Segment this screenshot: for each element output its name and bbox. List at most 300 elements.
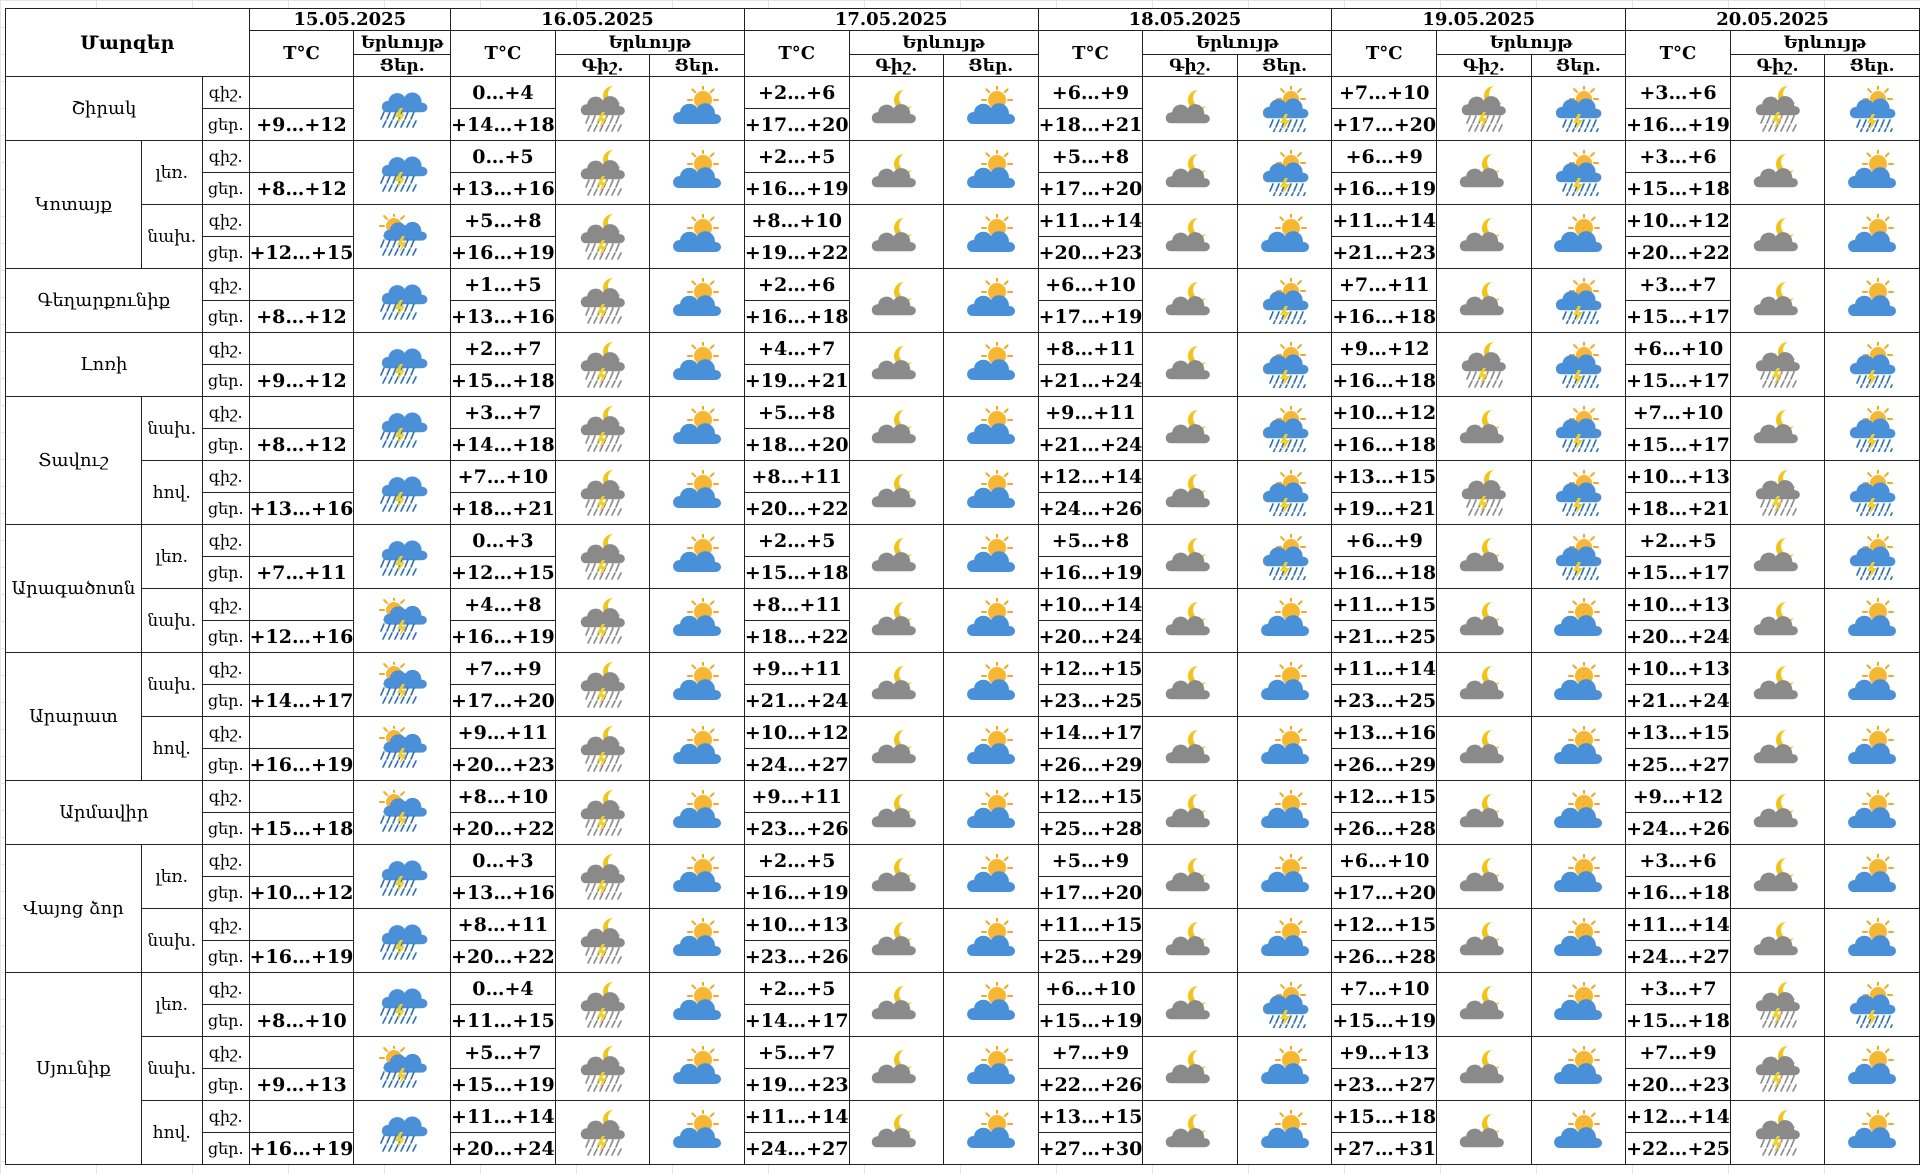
sun-cloud-icon: [1825, 1037, 1920, 1101]
time-day-label: ցեր.: [202, 493, 249, 525]
sun-cloud-icon: [1531, 845, 1626, 909]
storm-cloud-moon-icon: [555, 1037, 650, 1101]
storm-cloud-moon-icon: [1730, 1101, 1825, 1165]
day-temp: +16…+19: [249, 1133, 354, 1165]
night-temp: +11…+15: [1038, 909, 1143, 941]
night-temp: [249, 909, 354, 941]
day-temp: +23…+25: [1038, 685, 1143, 717]
day-temp: +23…+26: [744, 813, 849, 845]
night-temp: +10…+13: [1626, 653, 1731, 685]
day-temp: +14…+18: [451, 429, 556, 461]
time-day-label: ցեր.: [202, 173, 249, 205]
night-temp: +9…+11: [1038, 397, 1143, 429]
date-header: 20.05.2025: [1626, 9, 1920, 31]
sun-cloud-icon: [944, 909, 1039, 973]
sun-cloud-icon: [1531, 653, 1626, 717]
day-temp: +14…+17: [249, 685, 354, 717]
zone-label: նախ.: [141, 397, 202, 461]
day-temp: +16…+19: [451, 237, 556, 269]
day-temp: +21…+24: [1038, 429, 1143, 461]
day-temp: +24…+26: [1038, 493, 1143, 525]
temp-header: T°C: [744, 31, 849, 77]
day-temp: +20…+24: [1038, 621, 1143, 653]
night-temp: +5…+7: [451, 1037, 556, 1069]
night-subheader: Գիշ.: [1730, 55, 1825, 77]
sun-rain-cloud-icon: [354, 1037, 451, 1101]
sun-rain-cloud-icon: [354, 781, 451, 845]
day-temp: +17…+20: [1332, 877, 1437, 909]
day-temp: +15…+18: [744, 557, 849, 589]
storm-sun-cloud-icon: [1531, 269, 1626, 333]
cloud-moon-icon: [1143, 77, 1238, 141]
zone-label: լեռ.: [141, 525, 202, 589]
time-day-label: ցեր.: [202, 813, 249, 845]
storm-sun-cloud-icon: [1531, 397, 1626, 461]
sun-cloud-icon: [650, 333, 745, 397]
cloud-moon-icon: [1437, 1037, 1532, 1101]
storm-cloud-moon-icon: [1730, 973, 1825, 1037]
sun-cloud-icon: [650, 1037, 745, 1101]
storm-sun-cloud-icon: [1237, 461, 1332, 525]
day-temp: +15…+18: [451, 365, 556, 397]
time-night-label: գիշ.: [202, 1101, 249, 1133]
zone-label: լեռ.: [141, 845, 202, 909]
night-temp: +9…+13: [1332, 1037, 1437, 1069]
storm-cloud-moon-icon: [555, 845, 650, 909]
zone-label: հով.: [141, 1101, 202, 1165]
night-temp: +2…+5: [744, 525, 849, 557]
cloud-moon-icon: [1143, 397, 1238, 461]
cloud-moon-icon: [849, 461, 944, 525]
cloud-moon-icon: [849, 717, 944, 781]
cloud-moon-icon: [1730, 845, 1825, 909]
temp-header: T°C: [1626, 31, 1731, 77]
storm-cloud-moon-icon: [555, 141, 650, 205]
day-temp: +16…+18: [744, 301, 849, 333]
day-temp: +14…+17: [744, 1005, 849, 1037]
day-temp: +13…+16: [451, 173, 556, 205]
sun-cloud-icon: [1237, 781, 1332, 845]
cloud-moon-icon: [1437, 525, 1532, 589]
night-temp: +8…+11: [1038, 333, 1143, 365]
night-temp: +12…+15: [1332, 909, 1437, 941]
day-temp: +8…+12: [249, 429, 354, 461]
day-temp: +16…+19: [744, 877, 849, 909]
night-temp: +15…+18: [1332, 1101, 1437, 1133]
night-temp: [249, 141, 354, 173]
cloud-moon-icon: [849, 781, 944, 845]
night-temp: +9…+12: [1626, 781, 1731, 813]
cloud-moon-icon: [1143, 781, 1238, 845]
night-temp: +11…+14: [1626, 909, 1731, 941]
sun-cloud-icon: [1237, 845, 1332, 909]
day-temp: +16…+19: [451, 621, 556, 653]
night-temp: +7…+11: [1332, 269, 1437, 301]
storm-cloud-moon-icon: [1730, 1037, 1825, 1101]
cloud-moon-icon: [1143, 1037, 1238, 1101]
day-subheader: Ցեր.: [1825, 55, 1920, 77]
cloud-moon-icon: [849, 333, 944, 397]
night-temp: +10…+14: [1038, 589, 1143, 621]
day-temp: +20…+23: [1038, 237, 1143, 269]
cloud-moon-icon: [1437, 269, 1532, 333]
time-night-label: գիշ.: [202, 973, 249, 1005]
cloud-moon-icon: [1730, 909, 1825, 973]
cloud-moon-icon: [1730, 653, 1825, 717]
day-temp: +25…+28: [1038, 813, 1143, 845]
night-temp: [249, 1101, 354, 1133]
sun-cloud-icon: [650, 909, 745, 973]
cloud-moon-icon: [849, 845, 944, 909]
sun-cloud-icon: [650, 973, 745, 1037]
day-temp: +20…+22: [451, 941, 556, 973]
sun-cloud-icon: [944, 461, 1039, 525]
day-temp: +16…+18: [1332, 557, 1437, 589]
sun-cloud-icon: [944, 781, 1039, 845]
night-temp: 0…+4: [451, 973, 556, 1005]
night-temp: +3…+7: [451, 397, 556, 429]
day-temp: +19…+23: [744, 1069, 849, 1101]
day-temp: +9…+12: [249, 109, 354, 141]
table-row: [6, 333, 1920, 365]
time-day-label: ցեր.: [202, 621, 249, 653]
night-temp: +13…+16: [1332, 717, 1437, 749]
cloud-moon-icon: [1730, 525, 1825, 589]
rain-cloud-icon: [354, 973, 451, 1037]
cloud-moon-icon: [1437, 205, 1532, 269]
day-temp: +20…+23: [1626, 1069, 1731, 1101]
cloud-moon-icon: [1437, 653, 1532, 717]
storm-cloud-moon-icon: [555, 205, 650, 269]
sun-cloud-icon: [944, 589, 1039, 653]
night-temp: +7…+9: [451, 653, 556, 685]
day-temp: +22…+26: [1038, 1069, 1143, 1101]
night-temp: +8…+11: [451, 909, 556, 941]
table-row: [6, 397, 1920, 429]
time-day-label: ցեր.: [202, 1133, 249, 1165]
sun-cloud-icon: [1825, 141, 1920, 205]
day-temp: +9…+12: [249, 365, 354, 397]
time-night-label: գիշ.: [202, 141, 249, 173]
sun-cloud-icon: [1531, 205, 1626, 269]
day-temp: +21…+24: [1626, 685, 1731, 717]
day-temp: +23…+27: [1332, 1069, 1437, 1101]
night-temp: +2…+5: [744, 845, 849, 877]
night-temp: +4…+8: [451, 589, 556, 621]
day-temp: +19…+21: [1332, 493, 1437, 525]
day-temp: +21…+25: [1332, 621, 1437, 653]
cloud-moon-icon: [1730, 781, 1825, 845]
storm-sun-cloud-icon: [1531, 525, 1626, 589]
night-temp: [249, 845, 354, 877]
day-temp: +16…+19: [1038, 557, 1143, 589]
night-temp: 0…+3: [451, 525, 556, 557]
day-temp: +20…+22: [744, 493, 849, 525]
temp-header: T°C: [1332, 31, 1437, 77]
date-header: 19.05.2025: [1332, 9, 1626, 31]
sun-cloud-icon: [650, 397, 745, 461]
storm-cloud-moon-icon: [1437, 77, 1532, 141]
day-temp: +12…+16: [249, 621, 354, 653]
day-temp: +16…+18: [1332, 429, 1437, 461]
night-temp: +6…+9: [1038, 77, 1143, 109]
sun-cloud-icon: [944, 653, 1039, 717]
storm-cloud-moon-icon: [555, 781, 650, 845]
day-temp: +18…+21: [1626, 493, 1731, 525]
region-name: Գեղարքունիք: [6, 269, 203, 333]
sun-cloud-icon: [944, 205, 1039, 269]
night-temp: +12…+14: [1038, 461, 1143, 493]
sun-cloud-icon: [1531, 1101, 1626, 1165]
sun-cloud-icon: [1237, 653, 1332, 717]
day-temp: +27…+30: [1038, 1133, 1143, 1165]
cloud-moon-icon: [1143, 1101, 1238, 1165]
sun-cloud-icon: [1237, 909, 1332, 973]
night-temp: [249, 333, 354, 365]
night-temp: +2…+7: [451, 333, 556, 365]
day-temp: +18…+22: [744, 621, 849, 653]
time-day-label: ցեր.: [202, 877, 249, 909]
cloud-moon-icon: [1143, 205, 1238, 269]
sun-cloud-icon: [1531, 717, 1626, 781]
night-temp: +3…+6: [1626, 845, 1731, 877]
storm-cloud-moon-icon: [555, 397, 650, 461]
time-night-label: գիշ.: [202, 525, 249, 557]
weather-header: Երևույթ: [1730, 31, 1919, 55]
table-row: [6, 77, 1920, 109]
sun-cloud-icon: [650, 717, 745, 781]
night-temp: 0…+5: [451, 141, 556, 173]
night-temp: +5…+8: [744, 397, 849, 429]
time-night-label: գիշ.: [202, 717, 249, 749]
storm-cloud-moon-icon: [555, 333, 650, 397]
cloud-moon-icon: [849, 589, 944, 653]
day-temp: +15…+18: [249, 813, 354, 845]
cloud-moon-icon: [849, 1101, 944, 1165]
zone-label: հով.: [141, 717, 202, 781]
night-temp: +8…+10: [744, 205, 849, 237]
sun-cloud-icon: [944, 525, 1039, 589]
sun-rain-cloud-icon: [354, 653, 451, 717]
cloud-moon-icon: [1437, 909, 1532, 973]
night-temp: [249, 397, 354, 429]
day-temp: +21…+23: [1332, 237, 1437, 269]
table-row: [6, 141, 1920, 173]
night-temp: [249, 525, 354, 557]
cloud-moon-icon: [849, 973, 944, 1037]
night-temp: +14…+17: [1038, 717, 1143, 749]
cloud-moon-icon: [1437, 781, 1532, 845]
night-temp: +5…+8: [1038, 525, 1143, 557]
rain-cloud-icon: [354, 845, 451, 909]
sun-cloud-icon: [1531, 781, 1626, 845]
time-day-label: ցեր.: [202, 1069, 249, 1101]
day-temp: +15…+19: [1332, 1005, 1437, 1037]
cloud-moon-icon: [1143, 653, 1238, 717]
zone-label: լեռ.: [141, 141, 202, 205]
storm-cloud-moon-icon: [555, 269, 650, 333]
storm-cloud-moon-icon: [1437, 333, 1532, 397]
weather-header: Երևույթ: [849, 31, 1038, 55]
day-temp: +17…+20: [1332, 109, 1437, 141]
storm-cloud-moon-icon: [555, 461, 650, 525]
day-temp: +16…+18: [1626, 877, 1731, 909]
night-temp: [249, 589, 354, 621]
time-day-label: ցեր.: [202, 429, 249, 461]
rain-cloud-icon: [354, 525, 451, 589]
day-temp: +21…+24: [744, 685, 849, 717]
night-temp: +12…+15: [1038, 781, 1143, 813]
sun-cloud-icon: [944, 845, 1039, 909]
cloud-moon-icon: [1730, 397, 1825, 461]
day-temp: +20…+22: [1626, 237, 1731, 269]
sun-cloud-icon: [1531, 973, 1626, 1037]
cloud-moon-icon: [1143, 141, 1238, 205]
table-row: [6, 845, 1920, 877]
storm-sun-cloud-icon: [1825, 333, 1920, 397]
night-temp: +11…+14: [1038, 205, 1143, 237]
day-temp: +21…+24: [1038, 365, 1143, 397]
night-temp: +5…+9: [1038, 845, 1143, 877]
day-temp: +24…+27: [744, 749, 849, 781]
day-temp: +23…+25: [1332, 685, 1437, 717]
night-temp: +12…+14: [1626, 1101, 1731, 1133]
day-temp: +17…+20: [1038, 173, 1143, 205]
sun-rain-cloud-icon: [354, 205, 451, 269]
cloud-moon-icon: [849, 525, 944, 589]
night-subheader: Գիշ.: [1143, 55, 1238, 77]
sun-cloud-icon: [1825, 1101, 1920, 1165]
day-temp: +16…+19: [1626, 109, 1731, 141]
sun-cloud-icon: [944, 1037, 1039, 1101]
table-row: [6, 269, 1920, 301]
sun-cloud-icon: [944, 973, 1039, 1037]
night-temp: +9…+11: [744, 653, 849, 685]
rain-cloud-icon: [354, 141, 451, 205]
time-night-label: գիշ.: [202, 205, 249, 237]
night-temp: +10…+12: [1626, 205, 1731, 237]
day-temp: +17…+20: [1038, 877, 1143, 909]
time-day-label: ցեր.: [202, 365, 249, 397]
storm-sun-cloud-icon: [1531, 461, 1626, 525]
zone-label: նախ.: [141, 205, 202, 269]
day-temp: +8…+10: [249, 1005, 354, 1037]
sun-cloud-icon: [1825, 781, 1920, 845]
cloud-moon-icon: [1143, 909, 1238, 973]
sun-cloud-icon: [1531, 909, 1626, 973]
day-temp: +16…+19: [249, 749, 354, 781]
sun-cloud-icon: [1825, 717, 1920, 781]
sun-cloud-icon: [1531, 589, 1626, 653]
table-row: [6, 717, 1920, 749]
sun-cloud-icon: [944, 397, 1039, 461]
weather-forecast-table: [5, 8, 1920, 1165]
night-temp: +2…+6: [744, 77, 849, 109]
sun-cloud-icon: [1237, 1101, 1332, 1165]
storm-sun-cloud-icon: [1825, 973, 1920, 1037]
day-temp: +26…+28: [1332, 813, 1437, 845]
region-name: Սյունիք: [6, 973, 142, 1165]
night-temp: +11…+14: [1332, 653, 1437, 685]
day-temp: +15…+17: [1626, 365, 1731, 397]
cloud-moon-icon: [1143, 333, 1238, 397]
day-temp: +13…+16: [451, 301, 556, 333]
table-row: [6, 1101, 1920, 1133]
region-name: Արարատ: [6, 653, 142, 781]
table-row: [6, 909, 1920, 941]
cloud-moon-icon: [1730, 589, 1825, 653]
sun-cloud-icon: [944, 269, 1039, 333]
day-subheader: Ցեր.: [650, 55, 745, 77]
night-temp: +13…+15: [1332, 461, 1437, 493]
sun-cloud-icon: [650, 589, 745, 653]
night-subheader: Գիշ.: [555, 55, 650, 77]
night-temp: +6…+10: [1332, 845, 1437, 877]
time-night-label: գիշ.: [202, 589, 249, 621]
region-name: Շիրակ: [6, 77, 203, 141]
table-row: [6, 973, 1920, 1005]
table-row: [6, 461, 1920, 493]
storm-sun-cloud-icon: [1237, 269, 1332, 333]
storm-sun-cloud-icon: [1237, 973, 1332, 1037]
cloud-moon-icon: [849, 653, 944, 717]
day-temp: +14…+18: [451, 109, 556, 141]
night-temp: +7…+10: [1626, 397, 1731, 429]
time-night-label: գիշ.: [202, 333, 249, 365]
day-temp: +16…+19: [744, 173, 849, 205]
cloud-moon-icon: [1437, 1101, 1532, 1165]
cloud-moon-icon: [1437, 845, 1532, 909]
storm-sun-cloud-icon: [1237, 525, 1332, 589]
day-subheader: Ցեր.: [1237, 55, 1332, 77]
night-temp: [249, 461, 354, 493]
table-row: [6, 1037, 1920, 1069]
day-temp: +15…+18: [1626, 1005, 1731, 1037]
night-temp: +10…+13: [1626, 461, 1731, 493]
sun-cloud-icon: [1237, 717, 1332, 781]
day-temp: +18…+20: [744, 429, 849, 461]
night-subheader: Գիշ.: [1437, 55, 1532, 77]
day-temp: +24…+26: [1626, 813, 1731, 845]
night-temp: +3…+6: [1626, 141, 1731, 173]
weather-header: Երևույթ: [555, 31, 744, 55]
day-temp: +17…+19: [1038, 301, 1143, 333]
night-temp: +8…+10: [451, 781, 556, 813]
night-temp: +3…+7: [1626, 973, 1731, 1005]
day-subheader: Ցեր.: [944, 55, 1039, 77]
time-night-label: գիշ.: [202, 397, 249, 429]
sun-rain-cloud-icon: [354, 589, 451, 653]
time-night-label: գիշ.: [202, 461, 249, 493]
night-temp: +4…+7: [744, 333, 849, 365]
cloud-moon-icon: [1143, 269, 1238, 333]
storm-sun-cloud-icon: [1531, 141, 1626, 205]
day-temp: +12…+15: [451, 557, 556, 589]
storm-cloud-moon-icon: [1730, 461, 1825, 525]
weather-header: Երևույթ: [1437, 31, 1626, 55]
day-temp: +13…+16: [451, 877, 556, 909]
cloud-moon-icon: [1143, 589, 1238, 653]
storm-sun-cloud-icon: [1825, 77, 1920, 141]
rain-cloud-icon: [354, 1101, 451, 1165]
cloud-moon-icon: [1730, 269, 1825, 333]
sun-cloud-icon: [650, 269, 745, 333]
day-temp: +27…+31: [1332, 1133, 1437, 1165]
day-temp: +20…+24: [451, 1133, 556, 1165]
day-temp: +20…+23: [451, 749, 556, 781]
day-temp: +25…+27: [1626, 749, 1731, 781]
night-temp: +13…+15: [1626, 717, 1731, 749]
